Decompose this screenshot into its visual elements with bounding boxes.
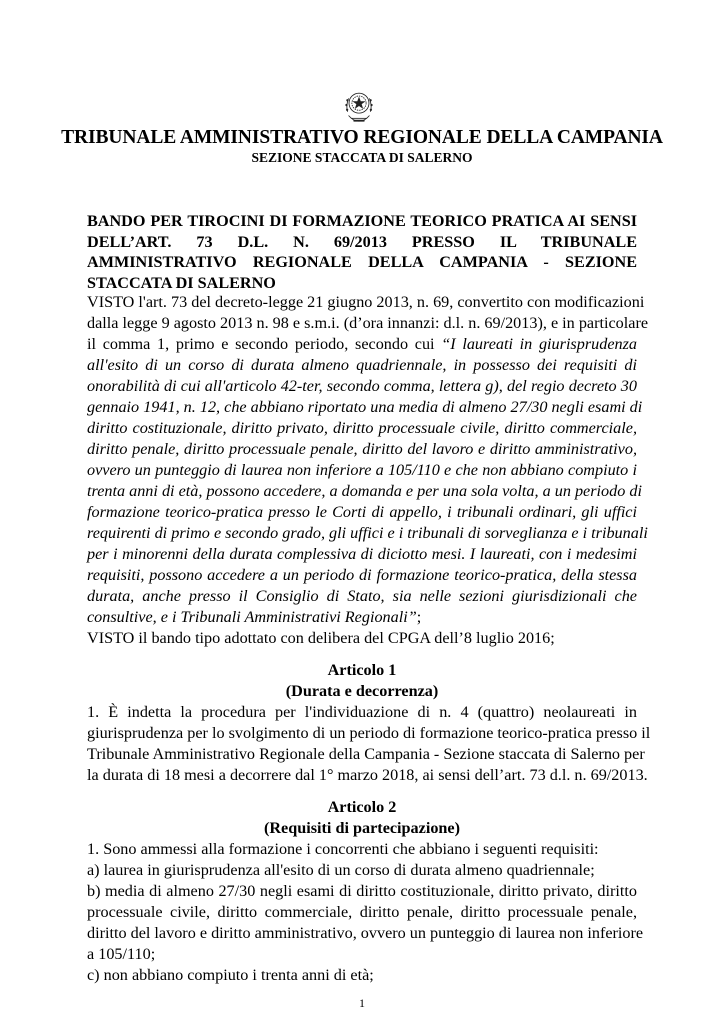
article-1-line: 1. È indetta la procedura per l'individuazione di n. 4 (quattro) neolaureati in: [87, 703, 637, 721]
article-1-line: la durata di 18 mesi a decorrere dal 1° marzo 2018, ai sensi dell’art. 73 d.l. n. 69/2013.: [87, 766, 648, 784]
preamble-line: requirenti di primo e secondo grado, gli uffici e i tribunali di sorveglianza e i tribunali: [87, 524, 648, 542]
article-1-line: Tribunale Amministrativo Regionale della Campania - Sezione staccata di Salerno per: [87, 745, 645, 763]
preamble-line: gennaio 1941, n. 12, che abbiano riportato una media di almeno 27/30 negli esami di: [87, 398, 643, 416]
article-1-subheading: (Durata e decorrenza): [285, 682, 439, 700]
article-2-line: a 105/110;: [87, 945, 156, 963]
article-2-heading: Articolo 2: [327, 798, 397, 816]
article-2-line: a) laurea in giurisprudenza all'esito di un corso di durata almeno quadriennale;: [87, 861, 595, 879]
preamble-line: VISTO il bando tipo adottato con delibera del CPGA dell’8 luglio 2016;: [87, 629, 555, 647]
page-number: 1: [359, 996, 365, 1010]
article-2-line: 1. Sono ammessi alla formazione i concorrenti che abbiano i seguenti requisiti:: [87, 840, 599, 858]
preamble-line: diritto costituzionale, diritto privato, diritto processuale civile, diritto commerciale,: [87, 419, 637, 437]
preamble-line: VISTO l'art. 73 del decreto-legge 21 giugno 2013, n. 69, convertito con modificazioni: [87, 293, 645, 311]
preamble-line: dalla legge 9 agosto 2013 n. 98 e s.m.i. (d’ora innanzi: d.l. n. 69/2013), e in particolare: [87, 314, 649, 332]
preamble-line: all'esito di un corso di durata almeno quadriennale, in possesso dei requisiti di: [87, 356, 637, 374]
preamble-line: requisiti, possono accedere a un periodo di formazione teorico-pratica, della stessa: [87, 566, 637, 584]
preamble-line: consultive, e i Tribunali Amministrativi Regionali”;: [87, 608, 422, 626]
preamble-line: per i minorenni della durata complessiva di diciotto mesi. I laureati, con i medesimi: [87, 545, 637, 563]
article-1-line: giurisprudenza per lo svolgimento di un periodo di formazione teorico-pratica presso il: [87, 724, 651, 742]
preamble-line: formazione teorico-pratica presso le Corti di appello, i tribunali ordinari, gli uffici: [87, 503, 637, 521]
court-section-subtitle: SEZIONE STACCATA DI SALERNO: [251, 150, 473, 165]
preamble-line: il comma 1, primo e secondo periodo, secondo cui “I laureati in giurisprudenza: [87, 335, 637, 353]
article-2-line: diritto del lavoro e diritto amministrativo, ovvero un punteggio di laurea non inferiore: [87, 924, 644, 942]
article-1-heading: Articolo 1: [327, 661, 397, 679]
preamble-line: ovvero un punteggio di laurea non inferiore a 105/110 e che non abbiano compiuto i: [87, 461, 637, 479]
article-2-subheading: (Requisiti di partecipazione): [263, 819, 461, 837]
article-2-line: b) media di almeno 27/30 negli esami di diritto costituzionale, diritto privato, diritto: [87, 882, 637, 900]
italian-republic-emblem-icon: [340, 87, 378, 125]
preamble-line: trenta anni di età, possono accedere, a domanda e per una sola volta, a un periodo di: [87, 482, 642, 500]
article-2-line: processuale civile, diritto commerciale, diritto penale, diritto processuale penale,: [87, 903, 637, 921]
notice-title: BANDO PER TIROCINI DI FORMAZIONE TEORICO PRATICA AI SENSI DELL’ART. 73 D.L. N. 69/2013 PRESSO IL TRIBUNALE AMMINISTRATIVO REGIONALE DELLA CAMPANIA - SEZIONE STACCATA DI SALERNO: [87, 212, 637, 292]
court-title: TRIBUNALE AMMINISTRATIVO REGIONALE DELLA CAMPANIA: [61, 127, 663, 148]
preamble-line: durata, anche presso il Consiglio di Stato, sia nelle sezioni giurisdizionali che: [87, 587, 637, 605]
preamble-line: diritto penale, diritto processuale penale, diritto del lavoro e diritto amministrativo,: [87, 440, 637, 458]
preamble-line: onorabilità di cui all'articolo 42-ter, secondo comma, lettera g), del regio decreto 30: [87, 377, 637, 395]
article-2-line: c) non abbiano compiuto i trenta anni di età;: [87, 966, 374, 984]
